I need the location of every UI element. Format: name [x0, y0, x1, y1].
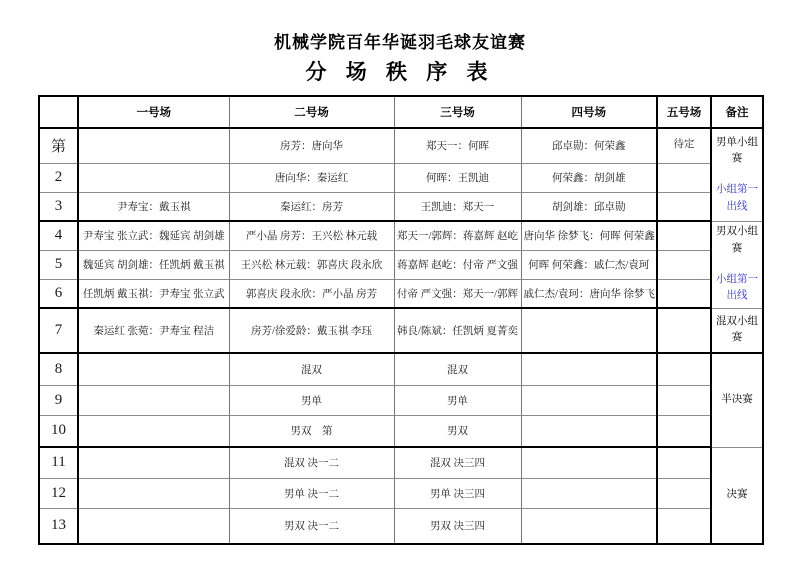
match-cell: 混双 — [229, 353, 394, 385]
match-cell: 付帝 严文强：郑天一/郭辉 — [394, 279, 521, 308]
match-cell: 男双 决一二 — [229, 508, 394, 544]
match-cell: 任凯炳 戴玉祺：尹寿宝 张立武 — [78, 279, 229, 308]
row-number: 第 — [39, 128, 78, 163]
col-header-court-2: 二号场 — [229, 96, 394, 128]
remarks-cell — [711, 128, 763, 221]
match-cell: 待定 — [657, 128, 711, 163]
match-cell: 秦运红 张菀：尹寿宝 程洁 — [78, 308, 229, 353]
match-cell — [657, 353, 711, 385]
table-row — [39, 385, 763, 415]
match-cell — [657, 163, 711, 192]
match-cell — [78, 447, 229, 478]
match-cell: 男单 决一二 — [229, 478, 394, 508]
row-number: 12 — [39, 478, 78, 508]
match-cell — [521, 385, 657, 415]
match-cell: 混双 决三四 — [394, 447, 521, 478]
remarks-stage: 男双小组赛 — [716, 226, 758, 254]
match-cell: 尹寿宝 张立武：魏延宾 胡剑雄 — [78, 221, 229, 250]
match-cell: 严小晶 房芳：王兴松 林元载 — [229, 221, 394, 250]
remarks-stage: 混双小组赛 — [716, 315, 758, 344]
match-cell: 男单 决三四 — [394, 478, 521, 508]
remarks-note: 小组第一出线 — [716, 274, 758, 302]
table-row — [39, 447, 763, 478]
table-row — [39, 478, 763, 508]
match-cell: 房芳/徐爱龄：戴玉祺 李珏 — [229, 308, 394, 353]
match-cell — [78, 353, 229, 385]
remarks-cell — [711, 221, 763, 308]
col-header-court-5: 五号场 — [657, 96, 711, 128]
row-number: 11 — [39, 447, 78, 478]
match-cell: 秦运红：房芳 — [229, 192, 394, 221]
schedule-table — [38, 95, 764, 545]
match-cell: 混双 决一二 — [229, 447, 394, 478]
table-row — [39, 192, 763, 221]
row-number: 4 — [39, 221, 78, 250]
row-number: 13 — [39, 508, 78, 544]
match-cell — [78, 415, 229, 447]
match-cell: 郭喜庆 段永欣：严小晶 房芳 — [229, 279, 394, 308]
table-row — [39, 415, 763, 447]
match-cell: 郑天一：何晖 — [394, 128, 521, 163]
match-cell — [657, 308, 711, 353]
match-cell: 男双 决三四 — [394, 508, 521, 544]
table-row — [39, 279, 763, 308]
header-row — [39, 96, 763, 128]
page-subtitle: 分 场 秩 序 表 — [305, 60, 495, 84]
table-row — [39, 508, 763, 544]
match-cell — [78, 128, 229, 163]
table-row — [39, 308, 763, 353]
match-cell: 尹寿宝：戴玉祺 — [78, 192, 229, 221]
match-cell: 房芳：唐向华 — [229, 128, 394, 163]
match-cell: 男双 第 — [229, 415, 394, 447]
remarks-cell — [711, 308, 763, 353]
match-cell: 何晖：王凯迪 — [394, 163, 521, 192]
row-number: 2 — [39, 163, 78, 192]
match-cell: 王凯迪：郑天一 — [394, 192, 521, 221]
row-number: 6 — [39, 279, 78, 308]
table-row — [39, 163, 763, 192]
col-header-round — [39, 96, 78, 128]
match-cell — [78, 385, 229, 415]
match-cell: 唐向华 徐梦飞：何晖 何荣鑫 — [521, 221, 657, 250]
match-cell — [78, 163, 229, 192]
remarks-stage: 半决赛 — [721, 394, 753, 406]
row-number: 10 — [39, 415, 78, 447]
match-cell — [657, 250, 711, 279]
row-number: 3 — [39, 192, 78, 221]
match-cell — [657, 192, 711, 221]
col-header-court-3: 三号场 — [394, 96, 521, 128]
remarks-cell — [711, 353, 763, 447]
match-cell — [657, 478, 711, 508]
match-cell: 魏延宾 胡剑雄：任凯炳 戴玉祺 — [78, 250, 229, 279]
match-cell: 戚仁杰/袁珂：唐向华 徐梦飞 — [521, 279, 657, 308]
match-cell: 王兴松 林元载：郭喜庆 段永欣 — [229, 250, 394, 279]
match-cell: 邱卓勋：何荣鑫 — [521, 128, 657, 163]
match-cell — [657, 221, 711, 250]
match-cell: 混双 — [394, 353, 521, 385]
table-row — [39, 353, 763, 385]
match-cell — [78, 508, 229, 544]
col-header-remarks: 备注 — [711, 96, 763, 128]
match-cell — [521, 353, 657, 385]
match-cell — [657, 415, 711, 447]
match-cell: 何晖 何荣鑫：戚仁杰/袁珂 — [521, 250, 657, 279]
match-cell: 何荣鑫：胡剑雄 — [521, 163, 657, 192]
page-title: 机械学院百年华诞羽毛球友谊赛 — [274, 33, 526, 52]
col-header-court-4: 四号场 — [521, 96, 657, 128]
match-cell — [521, 415, 657, 447]
match-cell — [521, 508, 657, 544]
match-cell — [521, 447, 657, 478]
remarks-stage: 决赛 — [726, 489, 748, 501]
remarks-stage: 男单小组赛 — [716, 136, 758, 164]
match-cell — [657, 508, 711, 544]
row-number: 9 — [39, 385, 78, 415]
match-cell — [521, 478, 657, 508]
match-cell: 男双 — [394, 415, 521, 447]
remarks-cell — [711, 447, 763, 544]
table-row — [39, 128, 763, 163]
table-row — [39, 250, 763, 279]
remarks-note: 小组第一出线 — [716, 184, 758, 212]
table-row — [39, 221, 763, 250]
match-cell — [78, 478, 229, 508]
row-number: 8 — [39, 353, 78, 385]
match-cell: 郑天一/郭辉：蒋嘉辉 赵屹 — [394, 221, 521, 250]
match-cell: 胡剑雄：邱卓勋 — [521, 192, 657, 221]
row-number: 7 — [39, 308, 78, 353]
row-number: 5 — [39, 250, 78, 279]
match-cell — [657, 385, 711, 415]
col-header-court-1: 一号场 — [78, 96, 229, 128]
match-cell — [521, 308, 657, 353]
match-cell: 唐向华：秦运红 — [229, 163, 394, 192]
match-cell — [657, 279, 711, 308]
match-cell — [657, 447, 711, 478]
match-cell: 韩良/陈斌：任凯炳 夏菁奕 — [394, 308, 521, 353]
match-cell: 男单 — [394, 385, 521, 415]
match-cell: 蒋嘉辉 赵屹：付帝 严文强 — [394, 250, 521, 279]
match-cell: 男单 — [229, 385, 394, 415]
